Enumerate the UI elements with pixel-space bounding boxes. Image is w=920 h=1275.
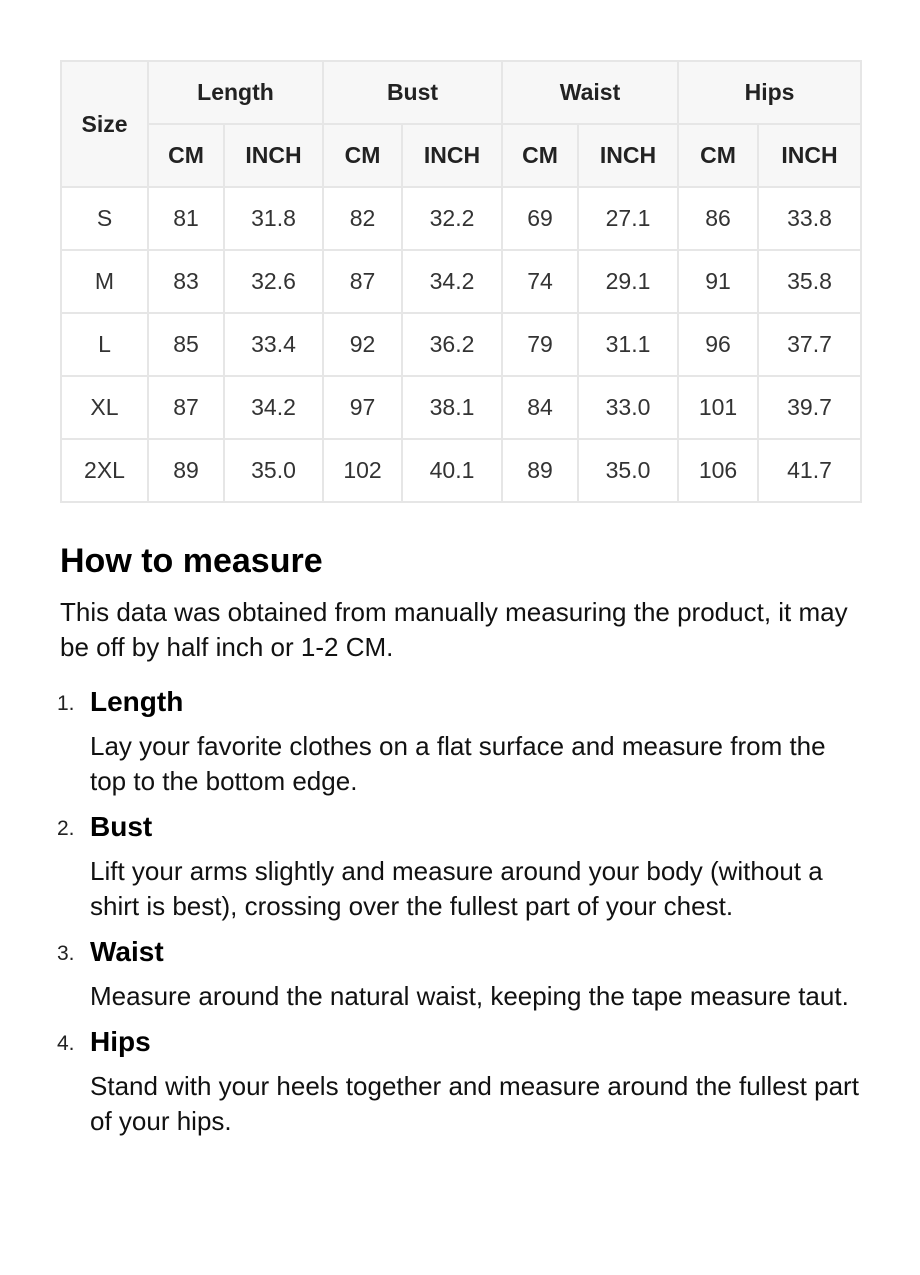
table-header-row-groups (61, 61, 861, 124)
list-item (57, 810, 860, 924)
hips-inch-cell: 33.8 (758, 187, 861, 250)
step-title-bust: Bust (90, 811, 153, 842)
step-description-hips: Stand with your heels together and measure around the fullest part of your hips. (90, 1071, 859, 1136)
bust-inch-cell: 40.1 (402, 439, 502, 502)
header-waist: Waist (502, 61, 678, 124)
bust-cm-cell: 82 (323, 187, 402, 250)
step-description-waist: Measure around the natural waist, keeping the tape measure taut. (90, 981, 849, 1011)
waist-inch-cell: 31.1 (578, 313, 678, 376)
size-cell: L (61, 313, 148, 376)
measurement-steps-list (57, 685, 860, 1139)
hips-cm-cell: 96 (678, 313, 758, 376)
table-row (61, 250, 861, 313)
waist-cm-cell: 69 (502, 187, 578, 250)
length-cm-cell: 87 (148, 376, 224, 439)
waist-inch-cell: 27.1 (578, 187, 678, 250)
length-cm-cell: 89 (148, 439, 224, 502)
step-number: 2. (57, 817, 75, 840)
header-hips: Hips (678, 61, 861, 124)
waist-cm-cell: 79 (502, 313, 578, 376)
hips-cm-cell: 86 (678, 187, 758, 250)
waist-cm-cell: 84 (502, 376, 578, 439)
hips-inch-cell: 35.8 (758, 250, 861, 313)
table-row (61, 187, 861, 250)
bust-cm-cell: 92 (323, 313, 402, 376)
table-row (61, 439, 861, 502)
header-size: Size (61, 61, 148, 187)
list-item (57, 685, 860, 799)
table-row (61, 313, 861, 376)
length-inch-cell: 35.0 (224, 439, 323, 502)
bust-cm-cell: 102 (323, 439, 402, 502)
waist-cm-cell: 89 (502, 439, 578, 502)
header-hips-cm: CM (678, 124, 758, 187)
step-number: 4. (57, 1032, 75, 1055)
size-cell: XL (61, 376, 148, 439)
header-bust: Bust (323, 61, 502, 124)
step-number: 1. (57, 692, 75, 715)
size-chart-table (60, 60, 862, 503)
bust-cm-cell: 97 (323, 376, 402, 439)
step-title-hips: Hips (90, 1026, 151, 1057)
header-length: Length (148, 61, 323, 124)
hips-cm-cell: 106 (678, 439, 758, 502)
bust-inch-cell: 36.2 (402, 313, 502, 376)
measurement-disclaimer: This data was obtained from manually measuring the product, it may be off by half inch or 1-2 CM. (60, 597, 848, 662)
list-item (57, 1025, 860, 1139)
hips-inch-cell: 39.7 (758, 376, 861, 439)
header-length-cm: CM (148, 124, 224, 187)
step-description-length: Lay your favorite clothes on a flat surface and measure from the top to the bottom edge. (90, 731, 826, 796)
length-cm-cell: 85 (148, 313, 224, 376)
header-bust-cm: CM (323, 124, 402, 187)
header-length-inch: INCH (224, 124, 323, 187)
bust-inch-cell: 32.2 (402, 187, 502, 250)
waist-inch-cell: 29.1 (578, 250, 678, 313)
hips-inch-cell: 37.7 (758, 313, 861, 376)
step-number: 3. (57, 942, 75, 965)
header-bust-inch: INCH (402, 124, 502, 187)
size-cell: S (61, 187, 148, 250)
length-inch-cell: 34.2 (224, 376, 323, 439)
how-to-measure-title: How to measure (60, 542, 323, 580)
waist-inch-cell: 35.0 (578, 439, 678, 502)
bust-cm-cell: 87 (323, 250, 402, 313)
step-title-waist: Waist (90, 936, 164, 967)
header-waist-cm: CM (502, 124, 578, 187)
bust-inch-cell: 34.2 (402, 250, 502, 313)
table-row (61, 376, 861, 439)
waist-cm-cell: 74 (502, 250, 578, 313)
length-inch-cell: 32.6 (224, 250, 323, 313)
bust-inch-cell: 38.1 (402, 376, 502, 439)
length-cm-cell: 83 (148, 250, 224, 313)
hips-cm-cell: 101 (678, 376, 758, 439)
length-cm-cell: 81 (148, 187, 224, 250)
size-cell: 2XL (61, 439, 148, 502)
header-hips-inch: INCH (758, 124, 861, 187)
table-header-row-units (61, 124, 861, 187)
hips-inch-cell: 41.7 (758, 439, 861, 502)
header-waist-inch: INCH (578, 124, 678, 187)
waist-inch-cell: 33.0 (578, 376, 678, 439)
step-description-bust: Lift your arms slightly and measure around your body (without a shirt is best), crossing over the fullest part of your chest. (90, 856, 823, 921)
length-inch-cell: 31.8 (224, 187, 323, 250)
step-title-length: Length (90, 686, 184, 717)
length-inch-cell: 33.4 (224, 313, 323, 376)
size-cell: M (61, 250, 148, 313)
list-item (57, 935, 860, 1014)
size-guide-page (57, 60, 860, 1150)
hips-cm-cell: 91 (678, 250, 758, 313)
